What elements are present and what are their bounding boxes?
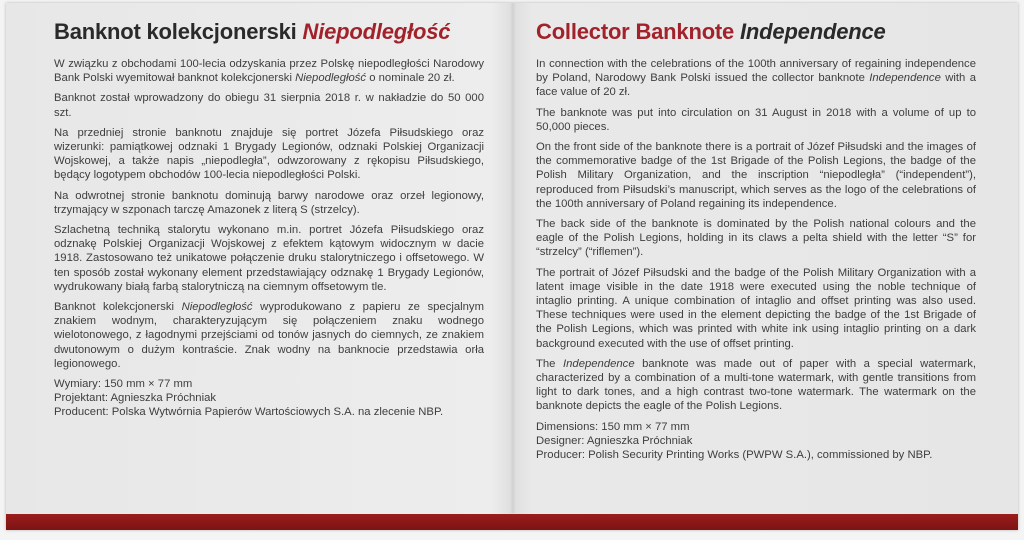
english-paragraph-1: In connection with the celebrations of the 100th anniversary of regaining independence by Poland, Narodowy Bank Polski issued the collector banknote Independence with a face value of 20 zł. [536, 58, 976, 99]
polish-paragraph-5: Szlachetną techniką stalorytu wykonano m.in. portret Józefa Piłsudskiego oraz odznakę Polskiej Organizacji Wojskowej z efektem kątowym widocznym w dacie 1918. Zastosowano też unikatowe połączenie druku stalorytniczego i offsetowego. W ten sposób został wykonany element przedstawiający odznakę 1 Brygady Legionów, wydrukowany białą farbą stalorytniczą na ciemnym offsetowym tle. [54, 224, 484, 293]
polish-paragraph-3: Na przedniej stronie banknotu znajduje się portret Józefa Piłsudskiego oraz wizerunki: pamiątkowej odznaki 1 Brygady Legionów, odznaki Polskiej Organizacji Wojskowej, a także napis „niepodległa”, odwzorowany z rękopisu Piłsudskiego, będący logotypem obchodów 100-lecia niepodległości Polski. [54, 126, 484, 182]
polish-designer: Projektant: Agnieszka Próchniak [54, 392, 217, 405]
leaflet-sheet [6, 3, 1018, 530]
polish-title-plain: Banknot kolekcjonerski [54, 19, 303, 44]
english-paragraph-2: The banknote was put into circulation on 31 August in 2018 with a volume of up to 50,000 pieces. [536, 106, 976, 133]
english-designer: Designer: Agnieszka Próchniak [536, 434, 693, 447]
page-fold [510, 3, 516, 513]
polish-dimensions: Wymiary: 150 mm × 77 mm [54, 378, 193, 391]
polish-column [54, 17, 484, 420]
polish-paragraph-2: Banknot został wprowadzony do obiegu 31 sierpnia 2018 r. w nakładzie do 50 000 szt. [54, 92, 484, 119]
english-producer: Producer: Polish Security Printing Works (PWPW S.A.), commissioned by NBP. [536, 449, 933, 462]
english-credits [536, 420, 976, 463]
polish-title-highlight: Niepodległość [302, 19, 451, 44]
english-paragraph-6: The Independence banknote was made out of paper with a special watermark, characterized by a combination of a multi-tone watermark, with gentle transitions from light to dark tones, and a high contrast two-tone watermark. The watermark on the banknote depicts the eagle of the Polish Legions. [536, 357, 976, 413]
polish-paragraph-4: Na odwrotnej stronie banknotu dominują barwy narodowe oraz orzeł legionowy, trzymający w szponach tarczę Amazonek z literą S (strzelcy). [54, 189, 484, 216]
english-title-plain: Collector Banknote [536, 19, 741, 44]
english-paragraph-5: The portrait of Józef Piłsudski and the badge of the Polish Military Organization with a latent image visible in the date 1918 were executed using the noble technique of intaglio printing. A unique combination of intaglio and offset printing was also used. These techniques were used in the element depicting the badge of the 1st Brigade of the Polish Legions, which was printed with white ink using intaglio printing on a dark background executed with the use of offset printing. [536, 266, 976, 350]
english-paragraph-3: On the front side of the banknote there is a portrait of Józef Piłsudski and the images of the commemorative badge of the 1st Brigade of the Polish Legions, the badge of the Polish Military Organization, and the inscription “niepodległa” (“independent”), reproduced from Piłsudski’s manuscript, which serves as the logo of the celebrations of the 100th anniversary of Poland regaining its independence. [536, 141, 976, 210]
polish-producer: Producent: Polska Wytwórnia Papierów Wartościowych S.A. na zlecenie NBP. [54, 406, 444, 419]
english-paragraph-4: The back side of the banknote is dominated by the Polish national colours and the eagle of the Polish Legions, holding in its claws a pelta shield with the letter “S” for “strzelcy” (“riflemen”). [536, 218, 976, 259]
english-title [536, 17, 976, 47]
english-column [536, 17, 976, 462]
red-bottom-band [6, 514, 1018, 530]
polish-paragraph-6: Banknot kolekcjonerski Niepodległość wyprodukowano z papieru ze specjalnym znakiem wodnym, charakteryzującym się połączeniem znaku wodnego wielotonowego, z łagodnymi przejściami od tonów jasnych do ciemnych, ze znakiem dwutonowym o dużym kontraście. Znak wodny na banknocie przedstawia orła legionowego. [54, 301, 484, 370]
polish-paragraph-1: W związku z obchodami 100-lecia odzyskania przez Polskę niepodległości Narodowy Bank Polski wyemitował banknot kolekcjonerski Niepodległość o nominale 20 zł. [54, 58, 484, 85]
english-title-highlight: Independence [740, 19, 886, 44]
polish-title [54, 17, 484, 47]
english-dimensions: Dimensions: 150 mm × 77 mm [536, 420, 690, 433]
polish-credits [54, 377, 484, 420]
